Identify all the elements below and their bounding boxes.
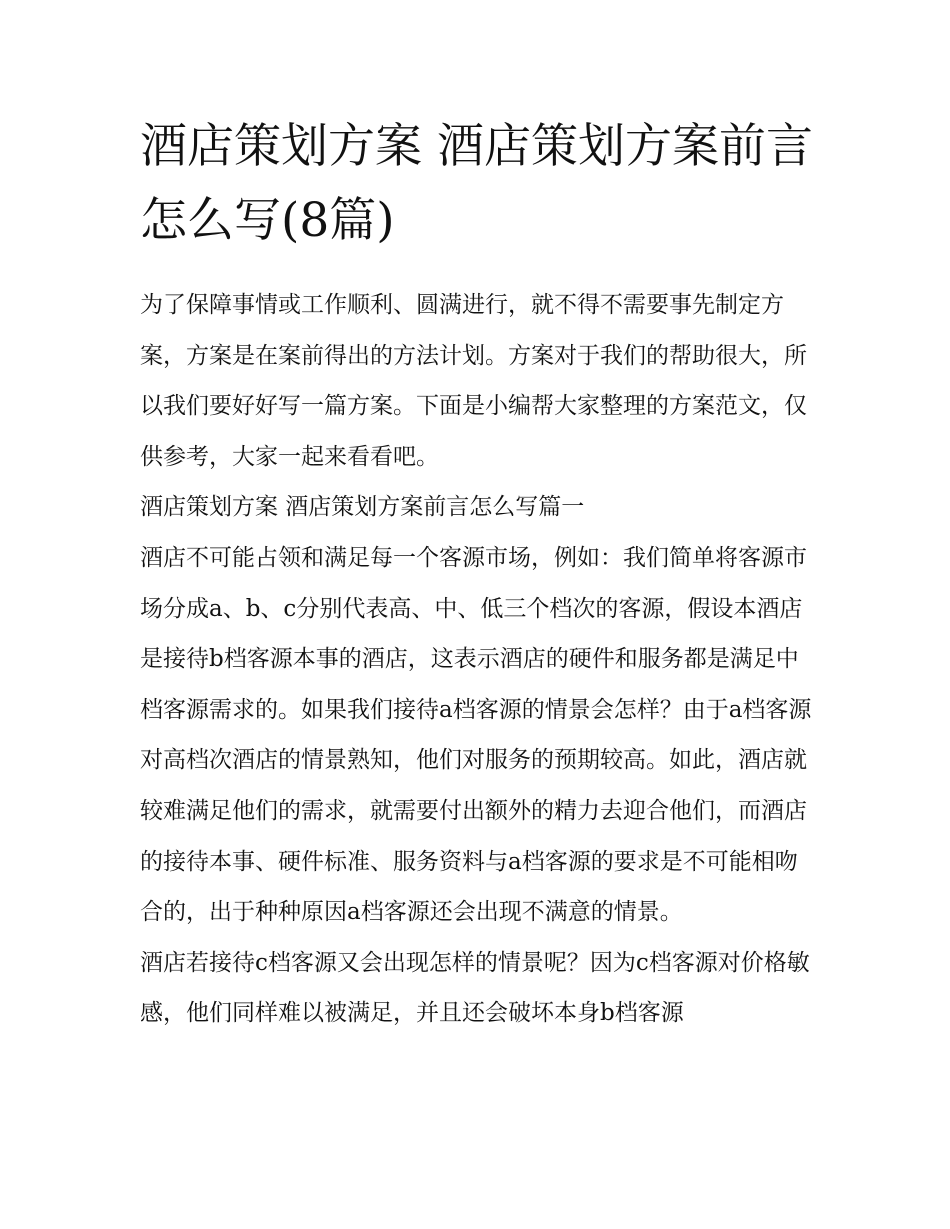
body-paragraph-1: 酒店不可能占领和满足每一个客源市场，例如：我们简单将客源市场分成a、b、c分别代表高、中、低三个档次的客源，假设本酒店是接待b档客源本事的酒店，这表示酒店的硬件和服务都是满足中档客源需求的。如果我们接待a档客源的情景会怎样？由于a档客源对高档次酒店的情景熟知，他们对服务的预期较高。如此，酒店就较难满足他们的需求，就需要付出额外的精力去迎合他们，而酒店的接待本事、硬件标准、服务资料与a档客源的要求是不可能相吻合的，出于种种原因a档客源还会出现不满意的情景。 <box>140 544 812 926</box>
intro-paragraph: 为了保障事情或工作顺利、圆满进行，就不得不需要事先制定方案，方案是在案前得出的方法计划。方案对于我们的帮助很大，所以我们要好好写一篇方案。下面是小编帮大家整理的方案范文，仅供参考，大家一起来看看吧。 <box>140 292 807 470</box>
document-body <box>140 110 820 1039</box>
body-paragraph-2: 酒店若接待c档客源又会出现怎样的情景呢？因为c档客源对价格敏感，他们同样难以被满足，并且还会破坏本身b档客源 <box>140 949 810 1027</box>
document-title: 酒店策划方案 酒店策划方案前言怎么写(8篇) <box>140 119 813 248</box>
section-heading: 酒店策划方案 酒店策划方案前言怎么写篇一 <box>140 494 585 521</box>
